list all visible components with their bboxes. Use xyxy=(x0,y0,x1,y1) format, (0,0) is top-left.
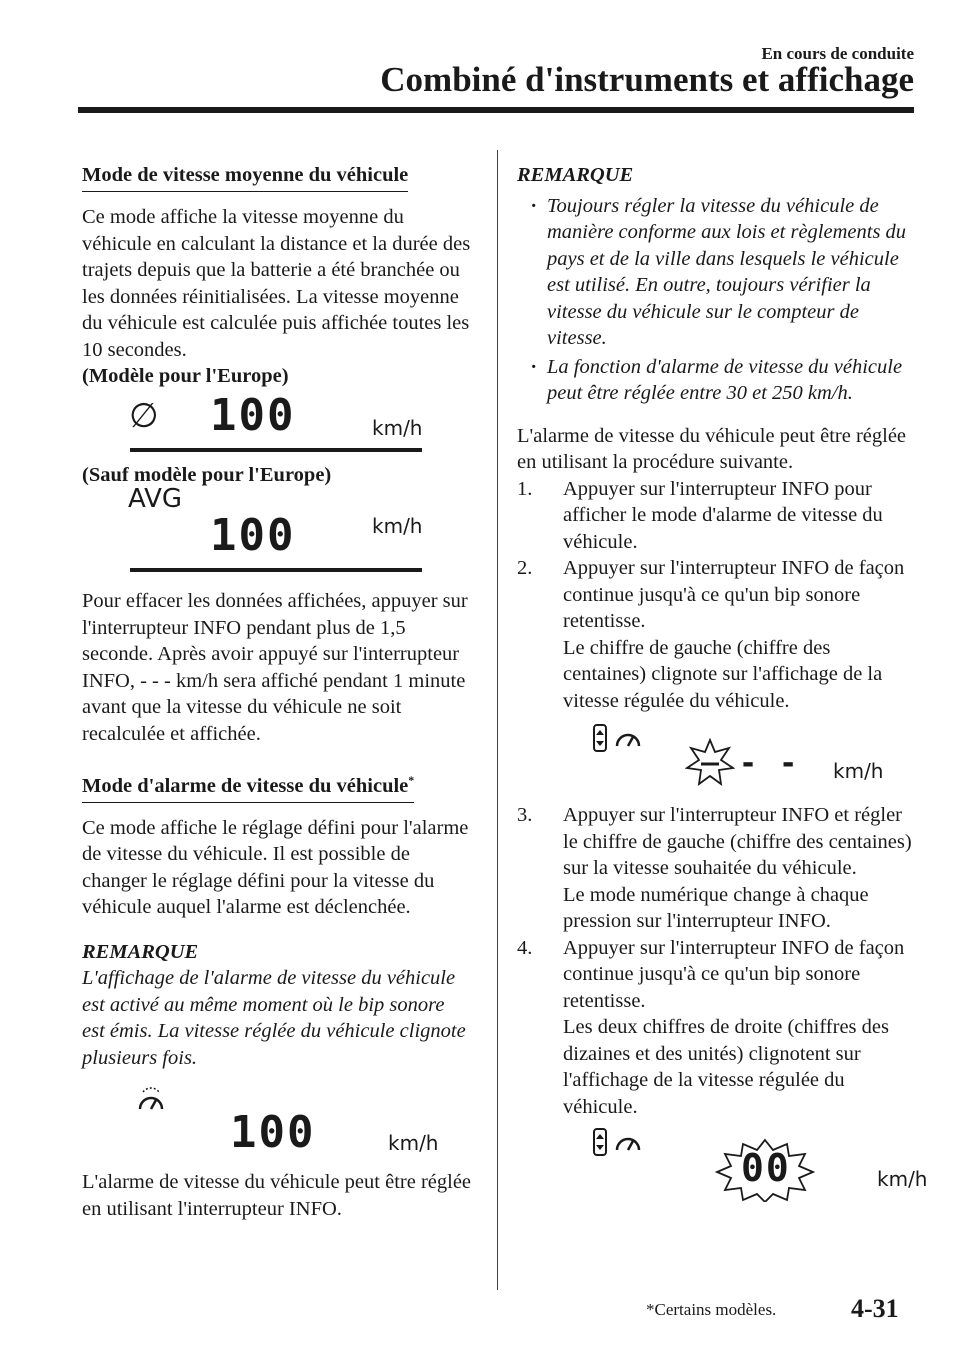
average-diameter-icon: ∅ xyxy=(129,395,159,436)
speed-alarm-heading-text: Mode d'alarme de vitesse du véhicule xyxy=(82,774,409,797)
header-rule xyxy=(78,107,914,113)
speed-digits-flashing: 00 xyxy=(741,1146,791,1190)
note-title: REMARQUE xyxy=(517,164,634,186)
footnote-marker: * xyxy=(408,773,415,787)
speed-alarm-adjust-icon xyxy=(593,722,645,754)
step-item xyxy=(517,555,917,796)
right-column xyxy=(517,150,928,1202)
column-divider xyxy=(497,150,498,1290)
note-bullets xyxy=(517,193,917,407)
note-bullet: · La fonction d'alarme de vitesse du véhicule peut être réglée entre 30 et 250 km/h. xyxy=(517,354,917,407)
procedure-steps xyxy=(517,476,928,1203)
step-text: Appuyer sur l'interrupteur INFO de façon continue jusqu'à ce qu'un bip sonore retentisse. xyxy=(563,936,905,1012)
avg-label-icon: AVG xyxy=(128,484,183,514)
note-text: L'affichage de l'alarme de vitesse du véhicule est activé au même moment où le bip sonore est émis. La vitesse réglée du véhicule clignote plusieurs fois. xyxy=(82,967,466,1069)
label-non-europe-model: (Sauf modèle pour l'Europe) xyxy=(82,463,332,486)
step-number: 2. xyxy=(517,557,533,579)
display-non-europe-average-speed xyxy=(82,484,472,572)
display-underline xyxy=(130,568,422,572)
speed-unit: km/h xyxy=(877,1167,928,1191)
note-title: REMARQUE xyxy=(82,940,199,963)
step-subtext: Le chiffre de gauche (chiffre des centaines) clignote sur l'affichage de la vitesse régulée du véhicule. xyxy=(563,636,883,712)
speed-unit: km/h xyxy=(372,514,423,538)
speed-alarm-info-text: L'alarme de vitesse du véhicule peut être réglée en utilisant l'interrupteur INFO. xyxy=(82,1171,472,1220)
step-number: 3. xyxy=(517,804,533,826)
display-tens-units-flashing xyxy=(563,1126,928,1202)
left-column xyxy=(82,150,472,1222)
speed-digits: 100 xyxy=(230,1107,316,1159)
section-heading-average-speed: Mode de vitesse moyenne du véhicule xyxy=(82,162,408,192)
page-title: Combiné d'instruments et affichage xyxy=(380,60,914,99)
page-number: 4-31 xyxy=(851,1294,899,1323)
display-speed-alarm xyxy=(82,1085,472,1159)
speed-digits: 100 xyxy=(210,510,296,561)
speed-alarm-icon xyxy=(134,1085,168,1117)
speed-alarm-adjust-icon xyxy=(593,1126,645,1158)
speed-unit: km/h xyxy=(372,415,423,440)
step-item xyxy=(517,476,917,556)
procedure-intro: L'alarme de vitesse du véhicule peut être réglée en utilisant la procédure suivante. xyxy=(517,424,907,473)
step-item xyxy=(517,802,917,935)
step-text: Appuyer sur l'interrupteur INFO de façon continue jusqu'à ce qu'un bip sonore retentisse. xyxy=(563,557,905,632)
display-europe-average-speed xyxy=(82,390,472,452)
step-subtext: Le mode numérique change à chaque pression sur l'interrupteur INFO. xyxy=(563,883,869,932)
step-item xyxy=(517,935,928,1203)
step-number: 1. xyxy=(517,477,533,500)
footnote: *Certains modèles. xyxy=(646,1300,777,1319)
step-text: Appuyer sur l'interrupteur INFO pour afficher le mode d'alarme de vitesse du véhicule. xyxy=(563,477,883,553)
section-heading-speed-alarm xyxy=(82,767,414,803)
step-text: Appuyer sur l'interrupteur INFO et régler le chiffre de gauche (chiffre des centaines) sur la vitesse souhaitée du véhicule. xyxy=(563,804,912,879)
label-europe-model: (Modèle pour l'Europe) xyxy=(82,365,289,387)
speed-unit: km/h xyxy=(833,759,884,783)
header-section-label: En cours de conduite xyxy=(761,44,914,63)
reset-instructions: Pour effacer les données affichées, appuyer sur l'interrupteur INFO pendant plus de 1,5 seconde. Après avoir appuyé sur l'interrupteur INFO, - - - km/h sera affiché pendant 1 minute avant que la vitesse du véhicule ne soit recalculée et affichée. xyxy=(82,590,468,745)
note-bullet: · Toujours régler la vitesse du véhicule de manière conforme aux lois et règlements du pays et de la ville dans lesquels le véhicule est utilisé. En outre, toujours vérifier la vitesse du véhicule sur le compteur de vitesse. xyxy=(517,193,917,352)
speed-digits: 100 xyxy=(210,389,296,441)
display-underline xyxy=(130,448,422,452)
flashing-digit-icon xyxy=(685,738,735,788)
step-number: 4. xyxy=(517,936,533,959)
speed-alarm-description: Ce mode affiche le réglage défini pour l'alarme de vitesse du véhicule. Il est possible de changer le réglage défini pour la vitesse du véhicule auquel l'alarme est déclenchée. xyxy=(82,816,469,919)
step-subtext: Les deux chiffres de droite (chiffres des dizaines et des unités) clignotent sur l'affichage de la vitesse régulée du véhicule. xyxy=(563,1016,889,1118)
display-hundreds-flashing xyxy=(563,722,917,796)
average-speed-description: Ce mode affiche la vitesse moyenne du véhicule en calculant la distance et la durée des trajets depuis que la batterie a été branchée ou les données réinitialisées. La vitesse moyenne du véhicule est calculée puis affichée toutes les 10 secondes. xyxy=(82,206,471,361)
dash-digits: - - xyxy=(739,746,800,781)
speed-unit: km/h xyxy=(388,1131,439,1156)
